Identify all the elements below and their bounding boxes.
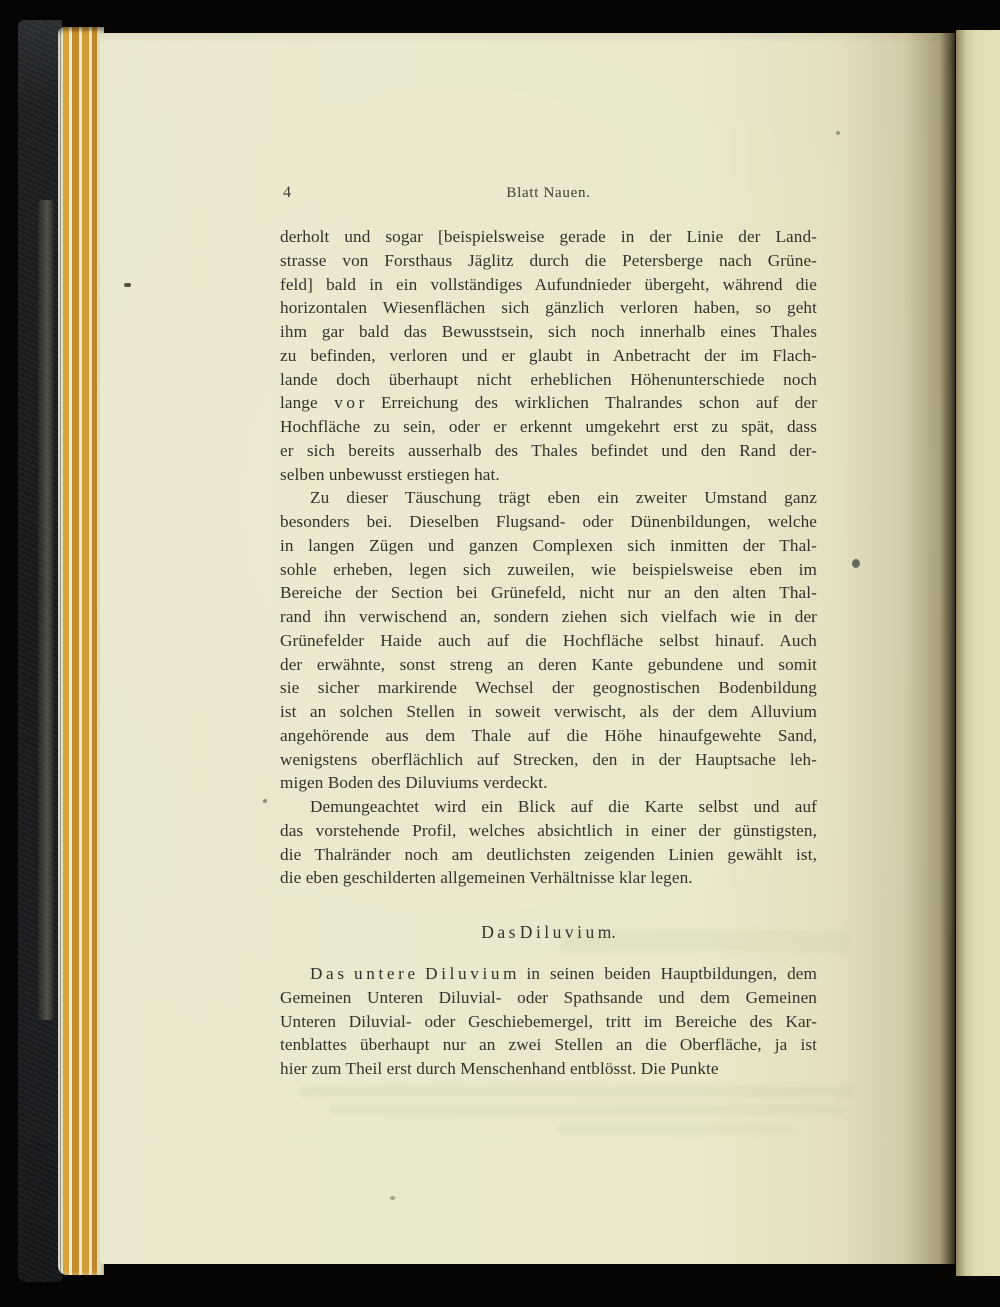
section-heading: D a s D i l u v i u m.	[481, 922, 616, 942]
text-line: er sich bereits ausserhalb des Thales befindet und den Rand der-	[280, 440, 817, 460]
text-line: tenblattes überhaupt nur an zwei Stellen an die Oberfläche, ja ist	[280, 1035, 817, 1055]
text-line: derholt und sogar [beispielsweise gerade in der Linie der Land-	[280, 227, 817, 246]
ink-speck	[263, 799, 267, 803]
show-through-mark	[560, 930, 850, 952]
text-line: strasse von Forsthaus Jäglitz durch die Petersberge nach Grüne-	[280, 250, 817, 270]
text-line: angehörende aus dem Thale auf die Höhe hinaufgewehte Sand,	[280, 725, 817, 745]
text-line: Gemeinen Unteren Diluvial- oder Spathsande und dem Gemeinen	[280, 987, 817, 1007]
page-number: 4	[283, 184, 291, 201]
show-through-mark	[558, 1124, 793, 1134]
text-line: wenigstens oberflächlich auf Strecken, den in der Hauptsache leh-	[280, 749, 817, 769]
text-line: Unteren Diluvial- oder Geschiebemergel, tritt im Bereiche des Kar-	[280, 1011, 817, 1031]
text-line: rand ihn verwischend an, sondern ziehen sich vielfach wie in der	[280, 607, 817, 626]
text-line: das vorstehende Profil, welches absichtlich in einer der günstigsten,	[280, 820, 817, 840]
facing-page-edge	[956, 30, 1000, 1276]
text-line: ihm gar bald das Bewusstsein, sich noch innerhalb eines Thales	[280, 322, 817, 341]
text-line: sohle erheben, legen sich zuweilen, wie beispielsweise eben im	[280, 559, 817, 579]
text-line: der erwähnte, sonst streng an deren Kante gebundene und somit	[280, 654, 817, 674]
ink-speck	[390, 1196, 395, 1200]
ink-speck	[852, 559, 860, 568]
show-through-mark	[300, 1086, 855, 1097]
text-line: zu befinden, verloren und er glaubt in Anbetracht der im Flach-	[280, 345, 817, 365]
scanned-page	[100, 33, 955, 1264]
text-line: lande doch überhaupt nicht erheblichen Höhenunterschiede noch	[280, 369, 817, 389]
ink-speck	[836, 131, 840, 135]
text-line: die Thalränder noch am deutlichsten zeigenden Linien gewählt ist,	[280, 844, 817, 864]
text-line: sie sicher markirende Wechsel der geognostischen Bodenbildung	[280, 678, 817, 698]
text-body	[280, 225, 817, 1081]
cover-wear-patch	[38, 200, 54, 1020]
text-line: selben unbewusst erstiegen hat.	[280, 464, 500, 484]
running-title: Blatt Nauen.	[506, 185, 591, 201]
text-line: horizontalen Wiesenflächen sich gänzlich verloren haben, so geht	[280, 298, 817, 318]
text-line: Zu dieser Täuschung trägt eben ein zweiter Umstand ganz	[310, 488, 817, 508]
running-header	[280, 184, 817, 206]
text-line: Demungeachtet wird ein Blick auf die Karte selbst und auf	[310, 797, 817, 816]
page-fore-edges	[58, 27, 104, 1275]
text-line: Hochfläche zu sein, oder er erkennt umgekehrt erst zu spät, dass	[280, 417, 817, 436]
text-line: ist an solchen Stellen in soweit verwischt, als der dem Alluvium	[280, 702, 817, 721]
text-line: Grünefelder Haide auch auf die Hochfläche selbst hinauf. Auch	[280, 630, 817, 650]
text-line: in langen Zügen und ganzen Complexen sich inmitten der Thal-	[280, 535, 817, 555]
text-line: feld] bald in ein vollständiges Aufundnieder übergeht, während die	[280, 274, 817, 294]
text-line: hier zum Theil erst durch Menschenhand entblösst. Die Punkte	[280, 1059, 719, 1078]
show-through-mark	[330, 1104, 845, 1115]
text-line: Bereiche der Section bei Grünefeld, nicht nur an den alten Thal-	[280, 583, 817, 603]
text-line: die eben geschilderten allgemeinen Verhältnisse klar legen.	[280, 868, 693, 888]
text-line: besonders bei. Dieselben Flugsand- oder Dünenbildungen, welche	[280, 512, 817, 531]
ink-speck	[124, 283, 131, 287]
text-line: lange v o r Erreichung des wirklichen Thalrandes schon auf der	[280, 393, 817, 413]
text-line: D a s u n t e r e D i l u v i u m in seinen beiden Hauptbildungen, dem	[310, 964, 817, 983]
text-line: migen Boden des Diluviums verdeckt.	[280, 773, 548, 793]
